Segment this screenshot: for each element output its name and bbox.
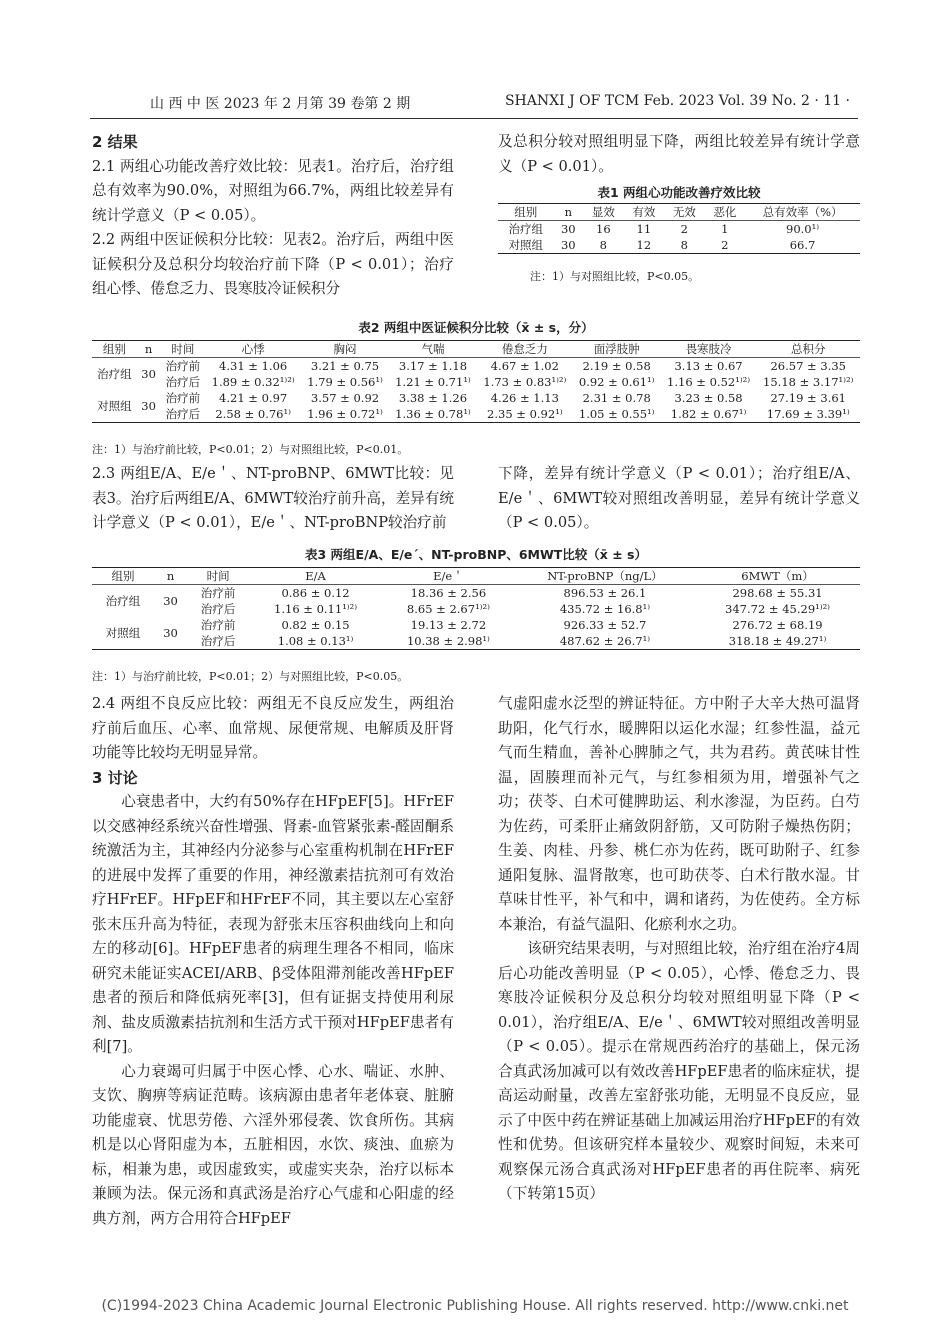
table-cell: 2.58 ± 0.76¹⁾ — [215, 407, 291, 421]
para-2-2-cont: 及总积分较对照组明显下降，两组比较差异有统计学意义（P < 0.01）。 — [498, 133, 860, 175]
table-cell: 3.13 ± 0.67 — [674, 359, 743, 373]
table-cell: 2 — [680, 222, 688, 236]
table-cell: 1.96 ± 0.72¹⁾ — [307, 407, 383, 421]
discussion-para-3: 气虚阳虚水泛型的辨证特征。方中附子大辛大热可温肾助阳，化气行水，暖脾阳以运化水湿；红参性温，益元气而生精血，善补心脾肺之气，共为君药。黄芪味甘性温，固腠理而补元气，与红参相须为用，增强补气之功；茯苓、白术可健脾助运、利水渗湿，为臣药。白芍为佐药，可柔肝止痛敛阴舒筋，又可防附子燥热伤阴；生姜、肉桂、丹参、桃仁亦为佐药，既可助附子、红参通阳复脉、温肾散寒，也可助茯苓、白术行散水湿。甘草味甘性平，补气和中，调和诸药，为佐使药。全方标本兼治，有益气温阳、化瘀利水之功。 — [498, 695, 860, 933]
column-header: 组别 — [92, 568, 154, 585]
table-cell: 276.72 ± 68.19 — [732, 618, 823, 632]
table-cell: 347.72 ± 45.29¹⁾²⁾ — [725, 602, 831, 616]
table-cell: 8.65 ± 2.67¹⁾²⁾ — [406, 602, 490, 616]
table-cell: 12 — [636, 238, 652, 252]
column-header: 6MWT（m） — [695, 568, 860, 585]
para-2-4: 2.4 两组不良反应比较：两组无不良反应发生，两组治疗前后血压、心率、血常规、尿便常规、电解质及肝肾功能等比较均无明显异常。 — [92, 695, 454, 761]
discussion-left-column — [92, 692, 454, 1231]
table-cell: 27.19 ± 3.61 — [770, 391, 846, 405]
table-cell: 对照组 — [508, 238, 543, 252]
table-cell: 0.92 ± 0.61¹⁾ — [578, 375, 655, 389]
table-cell: 896.53 ± 26.1 — [563, 586, 647, 600]
table-cell: 2 — [721, 238, 729, 252]
table-cell: 1.16 ± 0.11¹⁾²⁾ — [274, 602, 358, 616]
table-cell: 1.79 ± 0.56¹⁾ — [307, 375, 383, 389]
table-cell: 11 — [636, 222, 652, 236]
table-row — [92, 633, 860, 650]
group-name-cell: 对照组 — [97, 399, 132, 413]
table-cell: 1.21 ± 0.71¹⁾ — [395, 375, 471, 389]
table-cell: 19.13 ± 2.72 — [410, 618, 487, 632]
table-cell: 26.57 ± 3.35 — [770, 359, 846, 373]
header-left: 山 西 中 医 2023 年 2 月第 39 卷第 2 期 — [150, 96, 411, 112]
table-cell: 治疗前 — [200, 586, 236, 600]
column-header: 组别 — [92, 341, 137, 358]
table-cell: 8 — [599, 238, 607, 252]
discussion-para-2: 心力衰竭可归属于中医心悸、心水、喘证、水肿、支饮、胸痹等病证范畴。该病源由患者年老体衰、脏腑功能虚衰、忧思劳倦、六淫外邪侵袭、饮食所伤。其病机是以心肾阳虚为本，五脏相因，水饮、痰浊、血瘀为标，相兼为患，或因虚致实，或虚实夹杂，治疗以标本兼顾为法。保元汤和真武汤是治疗心气虚和心阳虚的经典方剂，两方合用符合HFpEF — [92, 1062, 454, 1227]
results-right-column — [498, 130, 860, 179]
table3-header-row — [92, 568, 860, 585]
table-cell: 30 — [560, 222, 576, 236]
column-header: n — [154, 568, 187, 585]
table-cell: 4.21 ± 0.97 — [219, 391, 288, 405]
group-name-cell: 对照组 — [105, 626, 141, 640]
table-cell: 1.36 ± 0.78¹⁾ — [395, 407, 471, 421]
column-header: 组别 — [498, 204, 554, 221]
table-cell: 2.35 ± 0.92¹⁾ — [487, 407, 563, 421]
column-header: 时间 — [187, 568, 249, 585]
column-header: 恶化 — [705, 204, 746, 221]
table-cell: 3.23 ± 0.58 — [674, 391, 743, 405]
table-cell: 90.0¹⁾ — [786, 222, 820, 236]
table-cell: 治疗后 — [200, 602, 236, 616]
table-cell: 治疗前 — [165, 391, 201, 405]
header-right: SHANXI J OF TCM Feb. 2023 Vol. 39 No. 2 · 11 · — [504, 93, 850, 109]
table-cell: 4.26 ± 1.13 — [490, 391, 559, 405]
table-cell: 1.05 ± 0.55¹⁾ — [578, 407, 655, 421]
column-header: 总积分 — [756, 341, 860, 358]
copyright-footer: (C)1994-2023 China Academic Journal Electronic Publishing House. All rights reserved. http://www.cnki.net — [101, 1298, 849, 1314]
table-cell: 66.7 — [789, 238, 816, 252]
table-cell: 17.69 ± 3.39¹⁾ — [766, 407, 850, 421]
group-name-cell: 治疗组 — [97, 367, 132, 381]
para-2-3: 2.3 两组E/A、E/e＇、NT-proBNP、6MWT比较：见表3。治疗后两组E/A、6MWT较治疗前升高，差异有统计学意义（P < 0.01），E/e＇、NT-proBNP较治疗前 — [92, 465, 454, 531]
column-header: 时间 — [161, 341, 206, 358]
table-cell: 3.57 ± 0.92 — [310, 391, 380, 405]
group-n-cell: 30 — [141, 367, 156, 381]
table2-note: 注：1）与治疗前比较，P<0.01；2）与对照组比较，P<0.01。 — [92, 443, 409, 456]
column-header: 畏寒肢冷 — [661, 341, 757, 358]
column-header: E/e＇ — [382, 568, 515, 585]
table-cell: 2.31 ± 0.78 — [582, 391, 651, 405]
table3-note: 注：1）与治疗前比较，P<0.01；2）与对照组比较，P<0.05。 — [92, 670, 409, 683]
table-cell: 1 — [721, 222, 729, 236]
column-header: 有效 — [624, 204, 665, 221]
table3-caption: 表3 两组E/A、E/e´、NT-proBNP、6MWT比较（x̄ ± s） — [305, 547, 647, 562]
table-row — [498, 237, 860, 254]
table-cell: 治疗后 — [200, 634, 236, 648]
table-row — [498, 221, 860, 238]
table-cell: 0.82 ± 0.15 — [281, 618, 350, 632]
table-cell: 18.36 ± 2.56 — [410, 586, 487, 600]
column-header: NT-proBNP（ng/L） — [515, 568, 695, 585]
column-header: 胸闷 — [301, 341, 389, 358]
table-cell: 4.31 ± 1.06 — [219, 359, 288, 373]
table-cell: 3.21 ± 0.75 — [310, 359, 380, 373]
table3 — [92, 567, 860, 650]
table-cell: 1.82 ± 0.67¹⁾ — [670, 407, 747, 421]
column-header: n — [554, 204, 584, 221]
group-n-cell: 30 — [163, 626, 178, 640]
table-row — [92, 601, 860, 617]
table-cell: 1.08 ± 0.13¹⁾ — [277, 634, 354, 648]
table-cell: 16 — [596, 222, 611, 236]
table-cell: 治疗组 — [508, 222, 543, 236]
column-header: 总有效率（%） — [745, 204, 860, 221]
table-cell: 15.18 ± 3.17¹⁾²⁾ — [763, 375, 854, 389]
table-cell: 10.38 ± 2.98¹⁾ — [406, 634, 490, 648]
table-row — [92, 374, 860, 390]
table-cell: 926.33 ± 52.7 — [563, 618, 647, 632]
table-cell: 3.17 ± 1.18 — [398, 359, 468, 373]
header-rule — [90, 118, 858, 119]
table-row — [92, 390, 860, 406]
table-cell: 0.86 ± 0.12 — [281, 586, 350, 600]
table-cell: 4.67 ± 1.02 — [490, 359, 559, 373]
discussion-right-column — [498, 692, 860, 1207]
table-cell: 2.19 ± 0.58 — [582, 359, 651, 373]
results-left-column — [92, 130, 454, 302]
table-cell: 1.16 ± 0.52¹⁾²⁾ — [667, 375, 751, 389]
table2-header-row — [92, 341, 860, 358]
column-header: 无效 — [664, 204, 705, 221]
group-n-cell: 30 — [141, 399, 156, 413]
para-2-2: 2.2 两组中医证候积分比较：见表2。治疗后，两组中医证候积分及总积分均较治疗前下降（P < 0.01）；治疗组心悸、倦怠乏力、畏寒肢冷证候积分 — [92, 231, 454, 297]
para-2-3-cont: 下降，差异有统计学意义（P < 0.01）；治疗组E/A、E/e＇、6MWT较对照组改善明显，差异有统计学意义（P < 0.05）。 — [498, 465, 860, 531]
para-2-3-cont-block — [498, 462, 860, 536]
column-header: 显效 — [583, 204, 624, 221]
column-header: 心悸 — [205, 341, 301, 358]
table-cell: 治疗后 — [165, 407, 201, 421]
discussion-para-4: 该研究结果表明，与对照组比较，治疗组在治疗4周后心功能改善明显（P < 0.05），心悸、倦怠乏力、畏寒肢冷证候积分及总积分均较对照组明显下降（P < 0.01），治疗组E/A、E/e＇、6MWT较对照组改善明显（P < 0.05）。提示在常规西药治疗的基础上，保元汤合真武汤加减可以有效改善HFpEF患者的临床症状，提高运动耐量，改善左室舒张功能，无明显不良反应，显示了中医中药在辨证基础上加减运用治疗HFpEF的有效性和优势。但该研究样本量较少、观察时间短，未来可观察保元汤合真武汤对HFpEF患者的再住院率、病死 （下转第15页） — [498, 940, 860, 1202]
table-cell: 30 — [560, 238, 576, 252]
table2-caption: 表2 两组中医证候积分比较（x̄ ± s，分） — [358, 320, 594, 335]
para-2-1: 2.1 两组心功能改善疗效比较：见表1。治疗后，治疗组总有效率为90.0%，对照组为66.7%，两组比较差异有统计学意义（P < 0.05）。 — [92, 157, 454, 224]
table1-caption: 表1 两组心功能改善疗效比较 — [597, 185, 761, 200]
table-row — [92, 406, 860, 423]
table-cell: 1.89 ± 0.32¹⁾²⁾ — [211, 375, 295, 389]
table-cell: 435.72 ± 16.8¹⁾ — [559, 602, 651, 616]
column-header: n — [137, 341, 161, 358]
table-cell: 318.18 ± 49.27¹⁾ — [728, 634, 827, 648]
group-n-cell: 30 — [163, 594, 178, 608]
table-cell: 8 — [680, 238, 688, 252]
table2 — [92, 340, 860, 423]
table-cell: 298.68 ± 55.31 — [732, 586, 823, 600]
column-header: E/A — [249, 568, 382, 585]
table-row — [92, 617, 860, 633]
discussion-heading: 3 讨论 — [92, 768, 138, 787]
column-header: 倦怠乏力 — [477, 341, 573, 358]
table-row — [92, 358, 860, 375]
table-cell: 1.73 ± 0.83¹⁾²⁾ — [483, 375, 567, 389]
table-cell: 3.38 ± 1.26 — [398, 391, 468, 405]
table-cell: 487.62 ± 26.7¹⁾ — [559, 634, 651, 648]
table1-note: 注：1）与对照组比较，P<0.05。 — [530, 270, 700, 283]
column-header: 气喘 — [389, 341, 477, 358]
results-heading: 2 结果 — [92, 133, 138, 151]
table-cell: 治疗前 — [200, 618, 236, 632]
table-row — [92, 585, 860, 602]
table1-header-row — [498, 204, 860, 221]
discussion-para-1: 心衰患者中，大约有50%存在HFpEF[5]。HFrEF以交感神经系统兴奋性增强、肾素-血管紧张素-醛固酮系统激活为主，其神经内分泌参与心室重构机制在HFrEF的进展中发挥了重要的作用，神经激素拮抗剂可有效治疗HFrEF。HFpEF和HFrEF不同，其主要以左心室舒张末压升高为特征，表现为舒张末压容积曲线向上和向左的移动[6]。HFpEF患者的病理生理各不相同，临床研究未能证实ACEI/ARB、β受体阻滞剂能改善HFpEF患者的预后和降低病死率[3]，但有证据支持使用利尿剂、盐皮质激素拮抗剂和生活方式干预对HFpEF患者有利[7]。 — [92, 793, 454, 1055]
table-cell: 治疗后 — [165, 375, 201, 389]
column-header: 面浮肢肿 — [573, 341, 661, 358]
para-2-3-block — [92, 462, 454, 536]
group-name-cell: 治疗组 — [105, 594, 141, 608]
table1 — [498, 203, 860, 254]
table-cell: 治疗前 — [165, 359, 201, 373]
